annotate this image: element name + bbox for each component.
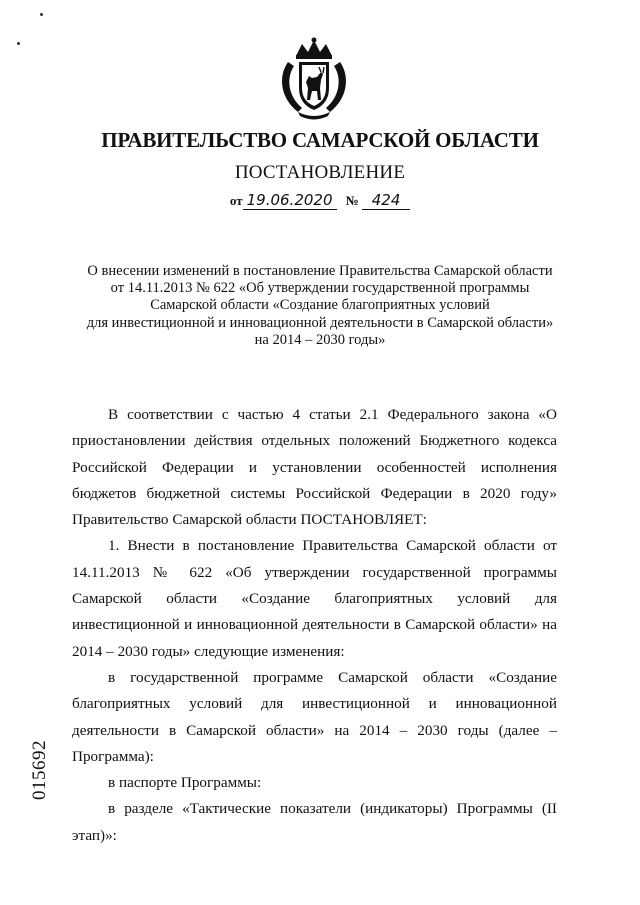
subject-line: Самарской области «Создание благоприятных условий (150, 297, 490, 314)
date-prefix: от (229, 193, 243, 208)
body-paragraph: В соответствии с частью 4 статьи 2.1 Федерального закона «О приостановлении действия отдельных положений Бюджетного кодекса Российской Федерации и установлении особенностей исполнения бюджетов бюджетной системы Российской Федерации в 2020 году» Правительство Самарской области ПОСТАНОВЛЯЕТ: (72, 406, 557, 529)
subject-line: от 14.11.2013 № 622 «Об утверждении государственной программы (110, 280, 530, 297)
scan-speck-left (17, 42, 20, 45)
samara-coat-of-arms-icon (272, 36, 356, 120)
number-prefix: № (345, 193, 359, 208)
body-paragraph: 1. Внести в постановление Правительства Самарской области от 14.11.2013 № 622 «Об утверждении государственной программы Самарской области «Создание благоприятных условий для инвестиционной и инновационной деятельности в Самарской области» на 2014 – 2030 годы» следующие изменения: (72, 537, 557, 660)
scan-speck-top (40, 13, 43, 16)
body-paragraph: в паспорте Программы: (108, 774, 262, 792)
document-body (72, 402, 557, 849)
body-paragraph: в разделе «Тактические показатели (индикаторы) Программы (II этап)»: (72, 800, 557, 844)
subject-line: на 2014 – 2030 годы» (254, 331, 386, 348)
date-number-line (0, 192, 640, 210)
document-number: 424 (362, 192, 410, 210)
registration-number: 015692 (29, 740, 50, 800)
subject-line: О внесении изменений в постановление Правительства Самарской области (87, 263, 553, 279)
government-title: ПРАВИТЕЛЬСТВО САМАРСКОЙ ОБЛАСТИ (101, 128, 539, 152)
document-type: ПОСТАНОВЛЕНИЕ (234, 162, 406, 183)
body-paragraph: в государственной программе Самарской области «Создание благоприятных условий для инвестиционной и инновационной деятельности в Самарской области» на 2014 – 2030 годы (далее – Программа): (72, 668, 557, 765)
document-subject (40, 263, 600, 349)
document-date: 19.06.2020 (243, 192, 337, 210)
subject-line: для инвестиционной и инновационной деятельности в Самарской области» (86, 314, 554, 331)
